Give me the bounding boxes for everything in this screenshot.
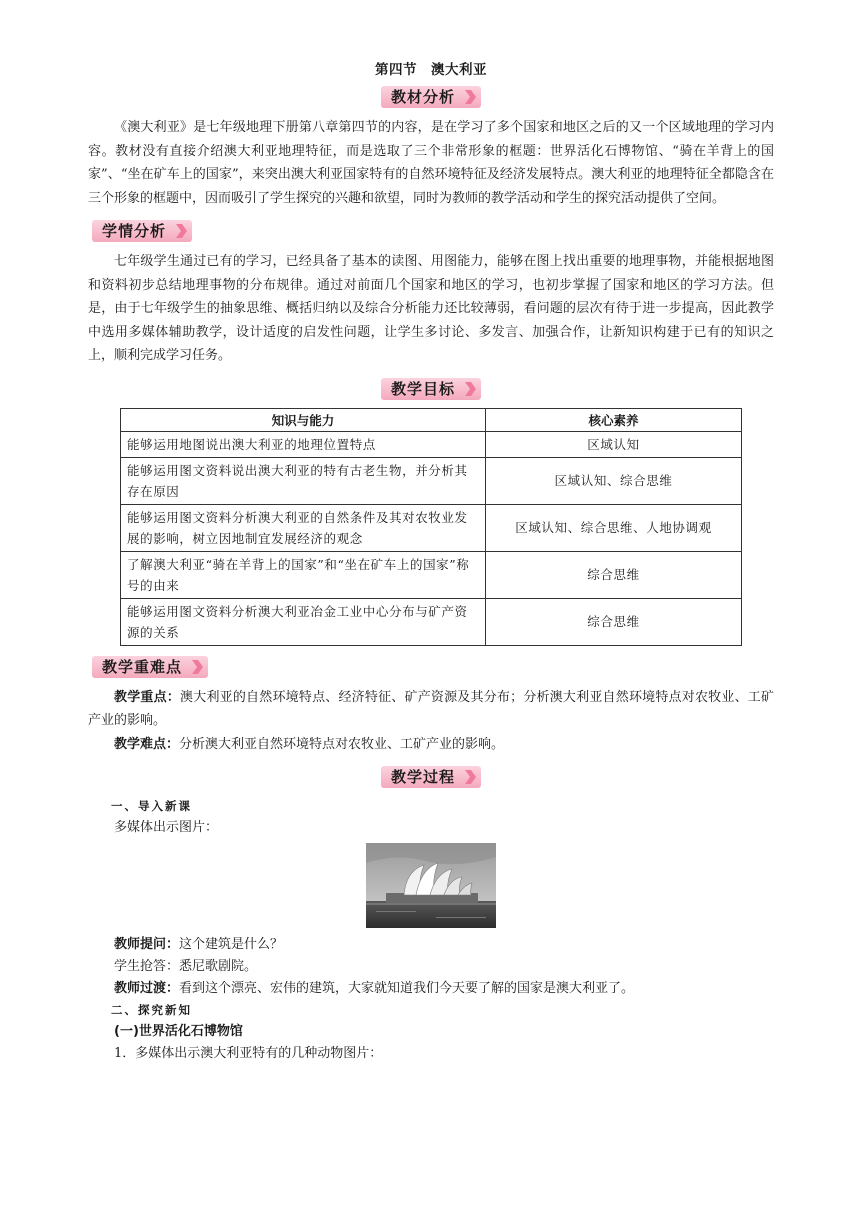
table-row <box>121 598 742 645</box>
table-row <box>121 504 742 551</box>
teaching-focus <box>88 686 774 733</box>
table-row <box>121 551 742 598</box>
focus-text: 澳大利亚的自然环境特点、经济特征、矿产资源及其分布；分析澳大利亚自然环境特点对农牧业、工矿产业的影响。 <box>88 689 774 728</box>
literacy-cell: 综合思维 <box>486 551 742 598</box>
sydney-opera-house-photo <box>366 843 496 928</box>
document-page <box>88 58 774 1065</box>
banner-material <box>381 86 481 108</box>
table-row <box>121 431 742 457</box>
chevron-right-icon <box>463 381 477 397</box>
chevron-right-icon <box>174 223 188 239</box>
difficulty-label: 教学难点： <box>114 736 180 752</box>
step-heading-explore: 二、探究新知 <box>111 1003 192 1017</box>
page-title: 第四节 澳大利亚 <box>375 62 487 78</box>
material-analysis-text: 《澳大利亚》是七年级地理下册第八章第四节的内容，是在学习了多个国家和地区之后的又一个区域地理的学习内容。教材没有直接介绍澳大利亚地理特征，而是选取了三个非常形象的框题：世界活化石博物馆、“骑在羊背上的国家”、“坐在矿车上的国家”，来突出澳大利亚国家特有的自然环境特征及经济发展特点。澳大利亚的地理特征全都隐含在三个形象的框题中，因而吸引了学生探究的兴趣和欲望，同时为教师的教学活动和学生的探究活动提供了空间。 <box>88 120 774 206</box>
header-knowledge: 知识与能力 <box>121 408 486 431</box>
teacher-question <box>88 934 774 956</box>
header-literacy: 核心素养 <box>486 408 742 431</box>
literacy-cell: 区域认知、综合思维 <box>486 457 742 504</box>
banner-students-label: 学情分析 <box>102 222 167 240</box>
student-answer-label: 学生抢答： <box>114 959 180 974</box>
student-answer-text: 悉尼歌剧院。 <box>179 959 258 974</box>
list-item: 1．多媒体出示澳大利亚特有的几种动物图片： <box>114 1046 383 1061</box>
banner-keypoints <box>92 656 208 678</box>
section-banner-students <box>92 220 774 242</box>
photo-container <box>88 843 774 928</box>
banner-material-label: 教材分析 <box>390 88 455 106</box>
banner-keypoints-label: 教学重难点 <box>102 657 183 676</box>
chevron-right-icon <box>463 769 477 785</box>
section-banner-material <box>88 86 774 108</box>
section-banner-process <box>88 766 774 788</box>
table-header-row <box>121 408 742 431</box>
teacher-question-label: 教师提问： <box>114 937 180 952</box>
difficulty-text: 分析澳大利亚自然环境特点对农牧业、工矿产业的影响。 <box>179 736 505 752</box>
focus-label: 教学重点： <box>114 689 181 705</box>
chevron-right-icon <box>463 89 477 105</box>
show-picture-line: 多媒体出示图片： <box>114 820 219 835</box>
student-answer <box>88 956 774 978</box>
teaching-difficulty <box>88 733 774 757</box>
student-analysis-text: 七年级学生通过已有的学习，已经具备了基本的读图、用图能力，能够在图上找出重要的地理事物，并能根据地图和资料初步总结地理事物的分布规律。通过对前面几个国家和地区的学习，也初步掌握了国家和地区的学习方法。但是，由于七年级学生的抽象思维、概括归纳以及综合分析能力还比较薄弱，看问题的层次有待于进一步提高，因此教学中选用多媒体辅助教学，设计适度的启发性问题，让学生多讨论、多发言、加强合作，让新知识构建于已有的知识之上，顺利完成学习任务。 <box>88 254 774 363</box>
knowledge-cell: 能够运用图文资料说出澳大利亚的特有古老生物，并分析其存在原因 <box>121 457 486 504</box>
step-heading-intro: 一、导入新课 <box>111 799 192 813</box>
literacy-cell: 区域认知、综合思维、人地协调观 <box>486 504 742 551</box>
goals-table <box>120 408 742 646</box>
table-row <box>121 457 742 504</box>
teacher-transition <box>88 978 774 1000</box>
teacher-question-text: 这个建筑是什么？ <box>179 937 284 952</box>
subsection-heading: (一)世界活化石博物馆 <box>114 1024 243 1039</box>
teacher-transition-text: 看到这个漂亮、宏伟的建筑，大家就知道我们今天要了解的国家是澳大利亚了。 <box>179 981 635 996</box>
knowledge-cell: 能够运用图文资料分析澳大利亚冶金工业中心分布与矿产资源的关系 <box>121 598 486 645</box>
section-banner-goals <box>88 378 774 400</box>
banner-goals <box>381 378 481 400</box>
section-banner-keypoints <box>92 656 774 678</box>
teacher-transition-label: 教师过渡： <box>114 981 180 996</box>
literacy-cell: 综合思维 <box>486 598 742 645</box>
literacy-cell: 区域认知 <box>486 431 742 457</box>
knowledge-cell: 了解澳大利亚“骑在羊背上的国家”和“坐在矿车上的国家”称号的由来 <box>121 551 486 598</box>
banner-process <box>381 766 481 788</box>
knowledge-cell: 能够运用地图说出澳大利亚的地理位置特点 <box>121 431 486 457</box>
knowledge-cell: 能够运用图文资料分析澳大利亚的自然条件及其对农牧业发展的影响，树立因地制宜发展经济的观念 <box>121 504 486 551</box>
banner-students <box>92 220 192 242</box>
banner-process-label: 教学过程 <box>390 768 455 786</box>
banner-goals-label: 教学目标 <box>390 379 455 398</box>
chevron-right-icon <box>190 659 204 675</box>
